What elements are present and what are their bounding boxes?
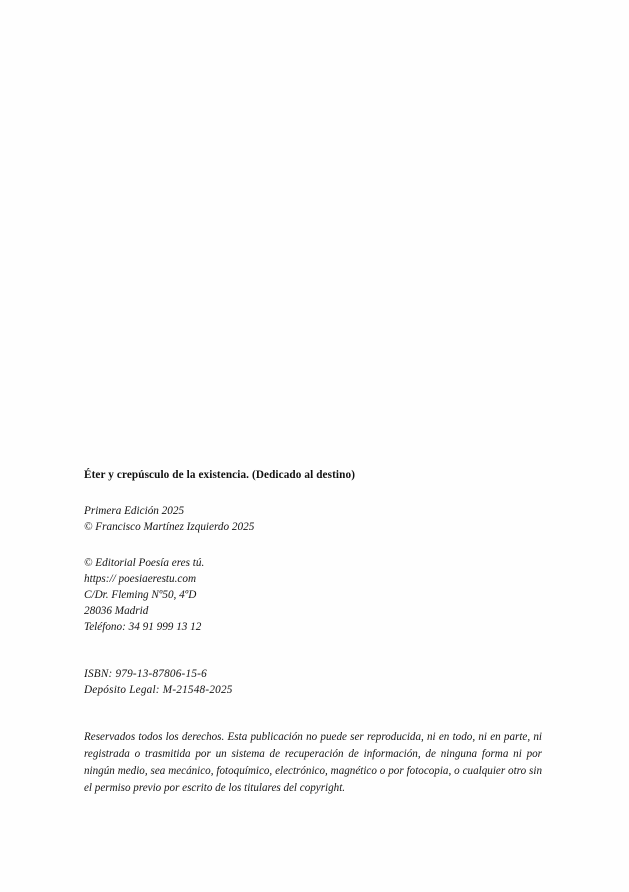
copyright-block — [84, 468, 544, 797]
publisher-name: © Editorial Poesía eres tú. — [84, 556, 205, 569]
identifiers-group — [84, 667, 544, 699]
publisher-city: 28036 Madrid — [84, 604, 149, 617]
author-copyright-line: © Francisco Martínez Izquierdo 2025 — [84, 521, 255, 534]
publisher-phone: Teléfono: 34 91 999 13 12 — [84, 620, 202, 633]
publisher-website[interactable]: https:// poesiaerestu.com — [84, 572, 197, 585]
legal-notice-group — [84, 729, 542, 796]
legal-deposit-line: Depósito Legal: M-21548-2025 — [84, 684, 233, 697]
legal-notice-text: Reservados todos los derechos. Esta publicación no puede ser reproducida, ni en todo, ni en parte, ni registrada o trasmitida por un sistema de recuperación de información, de ninguna forma ni por ningún medio, sea mecánico, fotoquímico, electrónico, magnético o por fotocopia, o cualquier otro sin el permiso previo por escrito de los titulares del copyright. — [84, 731, 542, 794]
publisher-street: C/Dr. Fleming Nº50, 4ºD — [84, 588, 197, 601]
isbn-line: ISBN: 979-13-87806-15-6 — [84, 668, 207, 681]
book-title: Éter y crepúsculo de la existencia. (Dedicado al destino) — [84, 469, 356, 481]
publisher-group — [84, 556, 544, 636]
edition-group — [84, 504, 544, 536]
edition-line: Primera Edición 2025 — [84, 505, 185, 518]
